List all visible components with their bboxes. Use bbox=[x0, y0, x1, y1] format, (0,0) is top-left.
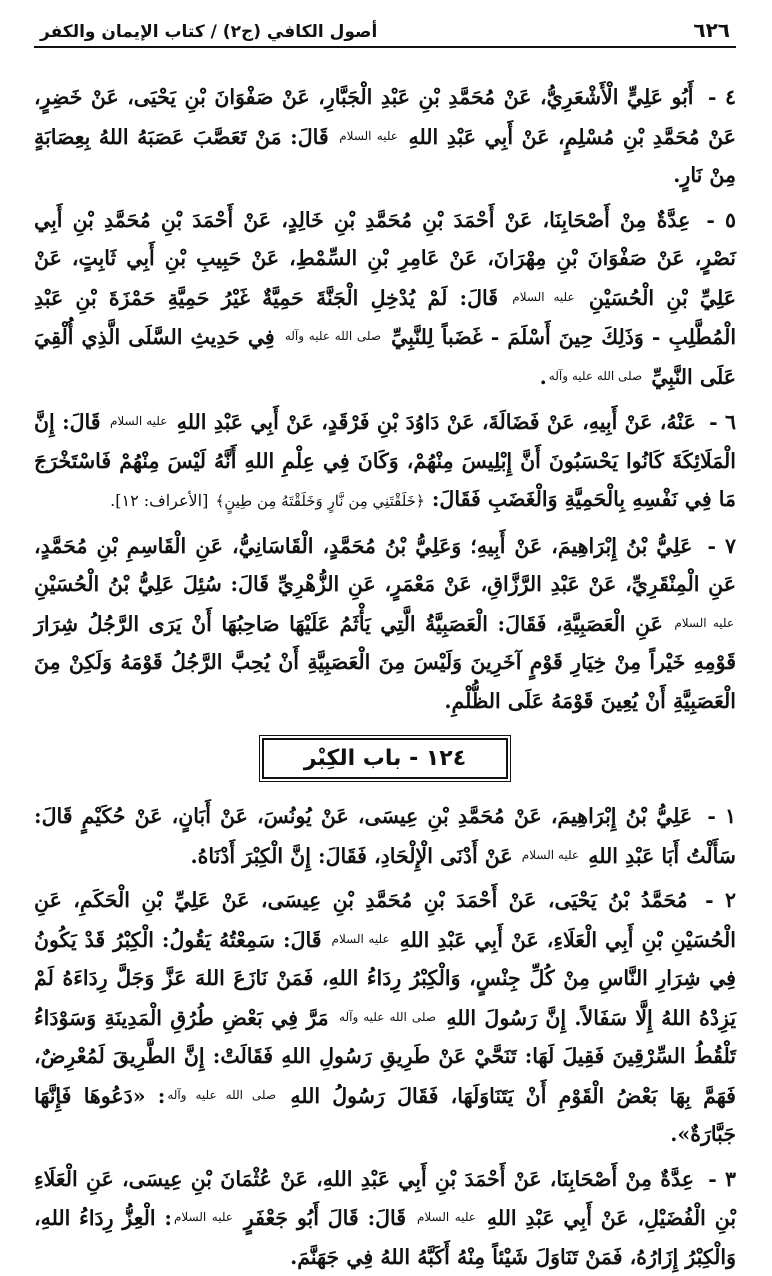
hadith-text: قَالَ: قَالَ أَبُو جَعْفَرٍ bbox=[244, 1206, 406, 1230]
hadith-paragraph bbox=[34, 78, 736, 195]
hadith-text: قَالَ: إِنَّ الْمَلَائِكَةَ كَانُوا يَحْسَبُونَ أَنَّ إِبْلِيسَ مِنْهُمْ، وَكَانَ فِي عِلْمِ اللهِ أَنَّهُ لَيْسَ مِنْهُمْ فَاسْتَخْرَجَ مَا فِي نَفْسِهِ بِالْحَمِيَّةِ وَالْغَضَبِ فَقَالَ: bbox=[34, 410, 736, 511]
hadith-text: عَنِ الْعَصَبِيَّةِ، فَقَالَ: الْعَصَبِيَّةُ الَّتِي يَأْثَمُ عَلَيْهَا صَاحِبُهَا أَنْ يَرَى الرَّجُلُ شِرَارَ قَوْمِهِ خَيْراً مِنْ خِيَارِ قَوْمٍ آخَرِينَ وَلَيْسَ مِنَ الْعَصَبِيَّةِ أَنْ يُحِبَّ الرَّجُلُ قَوْمَهُ وَلَكِنْ مِنَ الْعَصَبِيَّةِ أَنْ يُعِينَ قَوْمَهُ عَلَى الظُّلْمِ. bbox=[34, 612, 736, 713]
quran-quote: ﴿خَلَقْتَنِي مِن نَّارٍ وَخَلَقْتَهُ مِن طِينٍ﴾ bbox=[216, 492, 425, 510]
hadith-text: عَنْ أَدْنَى الْإِلْحَادِ، فَقَالَ: إِنَّ الْكِبْرَ أَدْنَاهُ. bbox=[190, 844, 512, 868]
page-body bbox=[34, 78, 736, 1276]
hadith-paragraph bbox=[34, 797, 736, 875]
hadith-paragraph bbox=[34, 1160, 736, 1276]
honorific-symbol: عليه السلام bbox=[339, 129, 398, 143]
honorific-symbol: صلى الله عليه وآله bbox=[339, 1010, 436, 1024]
hadith-chain: مُحَمَّدُ بْنُ يَحْيَى، عَنْ أَحْمَدَ بْنِ مُحَمَّدِ بْنِ عِيسَى، عَنْ عَلِيِّ بْنِ الْحَكَمِ، عَنِ الْحُسَيْنِ بْنِ أَبِي الْعَلَاءِ، عَنْ أَبِي عَبْدِ اللهِ bbox=[34, 888, 736, 952]
hadith-number: ٥ - bbox=[706, 208, 736, 232]
honorific-symbol: عليه السلام bbox=[174, 1210, 233, 1224]
hadith-paragraph bbox=[34, 201, 736, 397]
running-title: أصول الكافي (ج٢) / كتاب الإيمان والكفر bbox=[40, 22, 377, 42]
honorific-symbol: عليه السلام bbox=[512, 290, 574, 304]
honorific-symbol: عليه السلام bbox=[417, 1210, 476, 1224]
hadith-paragraph bbox=[34, 527, 736, 721]
chapter-heading-wrap bbox=[34, 738, 736, 779]
hadith-chain: عَلِيُّ بْنُ إِبْرَاهِيمَ، عَنْ أَبِيهِ؛ وَعَلِيُّ بْنُ مُحَمَّدٍ، الْقَاسَانِيُّ، عَنِ الْقَاسِمِ بْنِ مُحَمَّدٍ، عَنِ الْمِنْقَرِيِّ، عَنْ عَبْدِ الرَّزَّاقِ، عَنْ مَعْمَرٍ، عَنِ الزُّهْرِيِّ قَالَ: سُئِلَ عَلِيُّ بْنُ الْحُسَيْنِ bbox=[34, 534, 736, 597]
honorific-symbol: عليه السلام bbox=[332, 932, 390, 946]
honorific-symbol: صلى الله عليه وآله bbox=[285, 329, 381, 343]
hadith-text: فِي حَدِيثِ السَّلَى الَّذِي أُلْقِيَ عَلَى النَّبِيِّ bbox=[34, 325, 736, 389]
hadith-chain: عِدَّةٌ مِنْ أَصْحَابِنَا، عَنْ أَحْمَدَ بْنِ مُحَمَّدِ بْنِ خَالِدٍ، عَنْ أَحْمَدَ بْنِ مُحَمَّدِ بْنِ أَبِي نَصْرٍ، عَنْ صَفْوَانَ بْنِ مِهْرَانَ، عَنْ عَامِرِ بْنِ السِّمْطِ، عَنْ حَبِيبِ بْنِ أَبِي ثَابِتٍ، عَنْ عَلِيِّ بْنِ الْحُسَيْنِ bbox=[34, 208, 736, 310]
hadith-end: . bbox=[540, 365, 547, 389]
hadith-paragraph bbox=[34, 881, 736, 1154]
hadith-text: مَرَّ فِي بَعْضِ طُرُقِ الْمَدِينَةِ وَسَوْدَاءُ تَلْقُطُ السِّرْقِينَ فَقِيلَ لَهَا: تَنَحَّيْ عَنْ طَرِيقِ رَسُولِ اللهِ فَقَالَتْ: إِنَّ الطَّرِيقَ لَمُعْرِضٌ، فَهَمَّ بِهَا بَعْضُ الْقَوْمِ أَنْ يَتَنَاوَلَهَا، فَقَالَ رَسُولُ اللهِ bbox=[34, 1006, 736, 1108]
honorific-symbol: عليه السلام bbox=[110, 414, 167, 428]
hadith-number: ٣ - bbox=[708, 1167, 736, 1191]
hadith-paragraph bbox=[34, 402, 736, 521]
hadith-chain: عَلِيُّ بْنُ إِبْرَاهِيمَ، عَنْ مُحَمَّدِ بْنِ عِيسَى، عَنْ يُونُسَ، عَنْ أَبَانٍ، عَنْ حُكَيْمٍ قَالَ: سَأَلْتُ أَبَا عَبْدِ اللهِ bbox=[34, 804, 736, 868]
hadith-number: ٤ - bbox=[708, 85, 736, 109]
hadith-number: ٦ - bbox=[709, 410, 736, 434]
hadith-number: ١ - bbox=[707, 804, 736, 828]
chapter-heading: ١٢٤ - باب الكِبْر bbox=[262, 738, 508, 779]
honorific-symbol: صلى الله عليه وآله bbox=[549, 369, 642, 383]
hadith-text: قَالَ: مَنْ تَعَصَّبَ عَصَبَهُ اللهُ بِعِصَابَةٍ مِنْ نَارٍ. bbox=[34, 125, 736, 188]
hadith-end: : الْعِزُّ رِدَاءُ اللهِ، وَالْكِبْرُ إِزَارُهُ، فَمَنْ تَنَاوَلَ شَيْئاً مِنْهُ أَكَبَّهُ اللهُ فِي جَهَنَّمَ. bbox=[34, 1206, 736, 1269]
honorific-symbol: عليه السلام bbox=[674, 616, 734, 630]
honorific-symbol: عليه السلام bbox=[522, 848, 579, 862]
hadith-chain: عَنْهُ، عَنْ أَبِيهِ، عَنْ فَضَالَةَ، عَنْ دَاوُدَ بْنِ فَرْقَدٍ، عَنْ أَبِي عَبْدِ اللهِ bbox=[177, 410, 696, 434]
hadith-text: قَالَ: لَمْ يُدْخِلِ الْجَنَّةَ حَمِيَّةٌ غَيْرُ حَمِيَّةِ حَمْزَةَ بْنِ عَبْدِ الْمُطَّلِبِ - وَذَلِكَ حِينَ أَسْلَمَ - غَضَباً لِلنَّبِيِّ bbox=[34, 286, 736, 350]
hadith-chain: عِدَّةٌ مِنْ أَصْحَابِنَا، عَنْ أَحْمَدَ بْنِ أَبِي عَبْدِ اللهِ، عَنْ عُثْمَانَ بْنِ عِيسَى، عَنِ الْعَلَاءِ بْنِ الْفُضَيْلِ، عَنْ أَبِي عَبْدِ اللهِ bbox=[34, 1167, 736, 1231]
honorific-symbol: صلى الله عليه وآله bbox=[167, 1088, 276, 1102]
quran-reference: [الأعراف: ١٢]. bbox=[110, 491, 208, 510]
hadith-end: : «دَعُوهَا فَإِنَّهَا جَبَّارَةٌ». bbox=[34, 1084, 736, 1147]
hadith-number: ٧ - bbox=[707, 534, 736, 558]
hadith-chain: أَبُو عَلِيٍّ الْأَشْعَرِيُّ، عَنْ مُحَمَّدِ بْنِ عَبْدِ الْجَبَّارِ، عَنْ صَفْوَانَ بْنِ يَحْيَى، عَنْ خَضِرٍ، عَنْ مُحَمَّدِ بْنِ مُسْلِمٍ، عَنْ أَبِي عَبْدِ اللهِ bbox=[34, 85, 736, 149]
hadith-number: ٢ - bbox=[705, 888, 736, 912]
page-number: ٦٢٦ bbox=[693, 18, 730, 42]
hadith-text: قَالَ: سَمِعْتُهُ يَقُولُ: الْكِبْرُ قَدْ يَكُونُ فِي شِرَارِ النَّاسِ مِنْ كُلِّ جِنْسٍ، وَالْكِبْرُ رِدَاءُ اللهِ، فَمَنْ نَازَعَ اللهَ عَزَّ وَجَلَّ رِدَاءَهُ لَمْ يَزِدْهُ اللهُ إِلَّا سَفَالاً. إِنَّ رَسُولَ اللهِ bbox=[34, 928, 736, 1030]
page-header bbox=[34, 0, 736, 48]
